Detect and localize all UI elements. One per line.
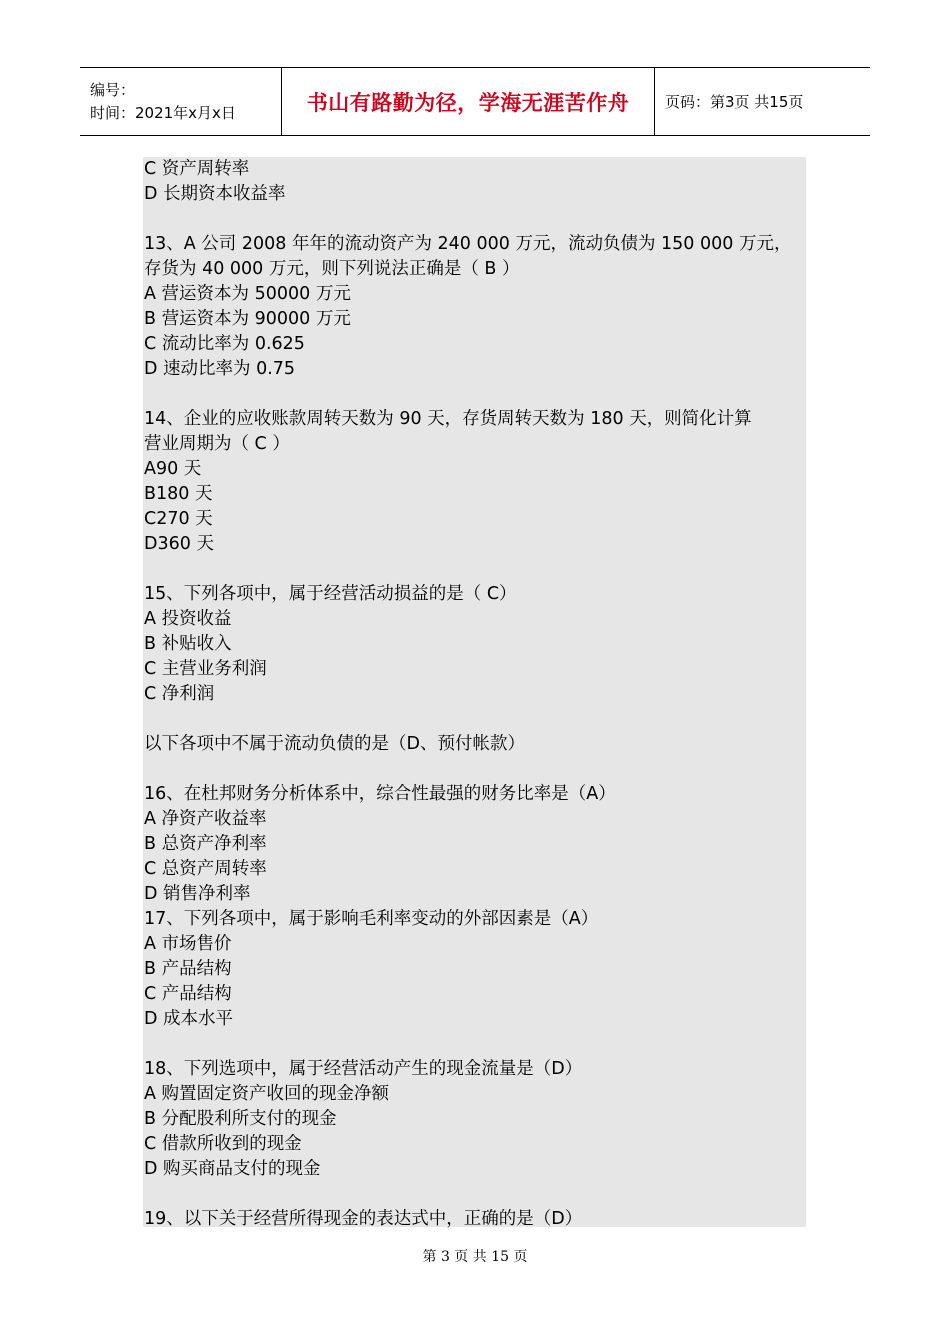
text-line: A 投资收益 xyxy=(144,609,232,629)
text-line: C 产品结构 xyxy=(144,984,232,1004)
text-line: D 成本水平 xyxy=(144,1009,234,1029)
text-line: C 净利润 xyxy=(144,684,215,704)
text-line: D 购买商品支付的现金 xyxy=(144,1159,321,1179)
page-header xyxy=(80,67,870,136)
document-number-label: 编号： xyxy=(90,80,136,99)
header-page-cell xyxy=(655,68,803,135)
document-time-label: 时间：2021年x月x日 xyxy=(90,103,236,122)
text-line: 18、下列选项中，属于经营活动产生的现金流量是（D） xyxy=(144,1059,583,1079)
document-body xyxy=(143,157,806,1227)
header-motto-cell xyxy=(281,68,655,135)
text-line: 营业周期为（ C ） xyxy=(144,434,290,454)
text-line: B 营运资本为 90000 万元 xyxy=(144,309,351,329)
text-line: B 分配股利所支付的现金 xyxy=(144,1109,337,1129)
text-line: A 市场售价 xyxy=(144,934,232,954)
text-line: B 总资产净利率 xyxy=(144,834,267,854)
text-line: C 借款所收到的现金 xyxy=(144,1134,302,1154)
text-line: A 购置固定资产收回的现金净额 xyxy=(144,1084,390,1104)
text-line: C 流动比率为 0.625 xyxy=(144,334,305,354)
text-line: D 销售净利率 xyxy=(144,884,251,904)
text-line: B 产品结构 xyxy=(144,959,232,979)
text-line: 存货为 40 000 万元，则下列说法正确是（ B ） xyxy=(144,259,520,279)
text-line: D360 天 xyxy=(144,534,214,554)
text-line: 17、下列各项中，属于影响毛利率变动的外部因素是（A） xyxy=(144,909,599,929)
text-line: B180 天 xyxy=(144,484,213,504)
header-page-info: 页码：第3页 共15页 xyxy=(665,93,804,111)
text-line: D 长期资本收益率 xyxy=(144,184,286,204)
text-line: 14、企业的应收账款周转天数为 90 天，存货周转天数为 180 天，则简化计算 xyxy=(144,409,752,429)
header-meta xyxy=(80,68,281,135)
text-line: D 速动比率为 0.75 xyxy=(144,359,296,379)
text-line: C 主营业务利润 xyxy=(144,659,267,679)
text-line: 16、在杜邦财务分析体系中，综合性最强的财务比率是（A） xyxy=(144,784,616,804)
text-line: C 资产周转率 xyxy=(144,159,250,179)
text-line: 以下各项中不属于流动负债的是（D、预付帐款） xyxy=(144,734,525,754)
text-line: 13、A 公司 2008 年年的流动资产为 240 000 万元，流动负债为 150 000 万元， xyxy=(144,234,792,254)
text-line: C 总资产周转率 xyxy=(144,859,267,879)
text-line: C270 天 xyxy=(144,509,213,529)
text-line: A 营运资本为 50000 万元 xyxy=(144,284,351,304)
text-line: B 补贴收入 xyxy=(144,634,232,654)
text-line: 19、以下关于经营所得现金的表达式中，正确的是（D） xyxy=(144,1209,583,1229)
header-motto: 书山有路勤为径，学海无涯苦作舟 xyxy=(306,90,630,115)
text-line: 15、下列各项中，属于经营活动损益的是（ C） xyxy=(144,584,517,604)
text-line: A90 天 xyxy=(144,459,202,479)
page-footer: 第 3 页 共 15 页 xyxy=(422,1249,528,1265)
text-line: A 净资产收益率 xyxy=(144,809,267,829)
